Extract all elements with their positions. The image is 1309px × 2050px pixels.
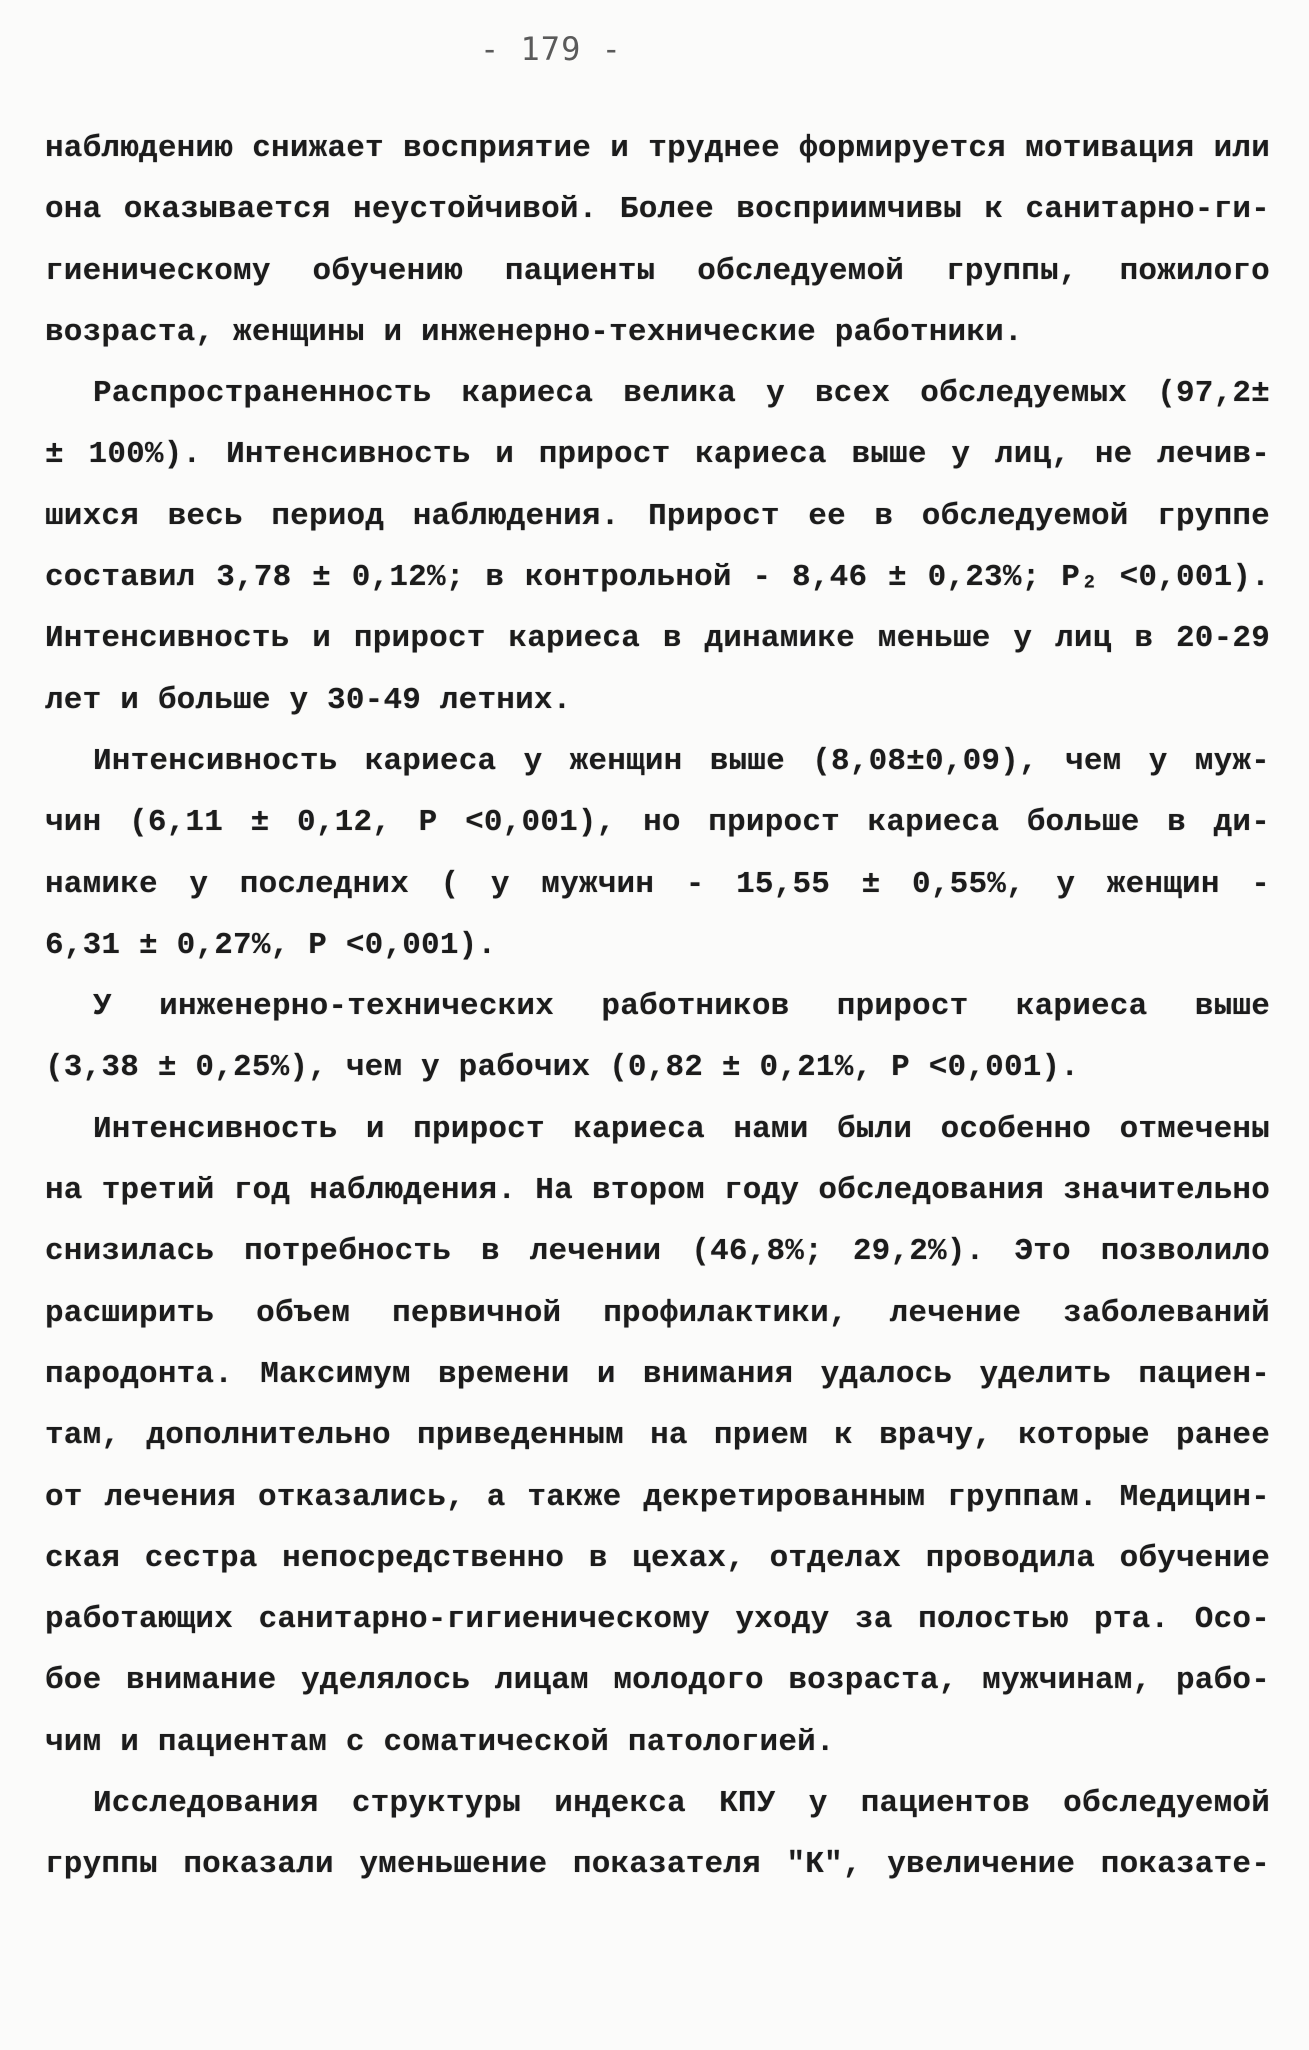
text-line: группы показали уменьшение показателя "К", увеличение показате- — [45, 1847, 1270, 1883]
text-line: там, дополнительно приведенным на прием к врачу, которые ранее — [45, 1418, 1270, 1454]
text-line: ± 100%). Интенсивность и прирост кариеса выше у лиц, не лечив- — [45, 437, 1270, 473]
text-line: гиеническому обучению пациенты обследуемой группы, пожилого — [45, 253, 1270, 289]
text-line: работающих санитарно-гигиеническому уходу за полостью рта. Осо- — [45, 1602, 1270, 1638]
text-line: бое внимание уделялось лицам молодого возраста, мужчинам, рабо- — [45, 1663, 1270, 1699]
body-text — [45, 118, 1270, 1896]
text-line: наблюдению снижает восприятие и труднее формируется мотивация или — [45, 131, 1270, 166]
text-line: расширить объем первичной профилактики, лечение заболеваний — [45, 1295, 1270, 1331]
text-line: чин (6,11 ± 0,12, P <0,001), но прирост кариеса больше в ди- — [45, 805, 1270, 841]
page-number: - 179 - — [480, 30, 622, 68]
text-line: ская сестра непосредственно в цехах, отделах проводила обучение — [45, 1540, 1270, 1576]
text-line: на третий год наблюдения. На втором году обследования значительно — [45, 1173, 1270, 1209]
paragraph-first-line: Интенсивность и прирост кариеса нами были особенно отмечены — [93, 1111, 1270, 1147]
text-line: пародонта. Максимум времени и внимания удалось уделить пациен- — [45, 1356, 1270, 1392]
text-line: (3,38 ± 0,25%), чем у рабочих (0,82 ± 0,21%, P <0,001). — [45, 1050, 1080, 1086]
text-line: Интенсивность и прирост кариеса в динамике меньше у лиц в 20-29 — [45, 621, 1270, 657]
paragraph-first-line: Интенсивность кариеса у женщин выше (8,08±0,09), чем у муж- — [93, 743, 1270, 779]
paragraph-first-line: Исследования структуры индекса КПУ у пациентов обследуемой — [93, 1786, 1270, 1822]
text-line: снизилась потребность в лечении (46,8%; 29,2%). Это позволило — [45, 1234, 1270, 1270]
text-line: лет и больше у 30-49 летних. — [45, 682, 572, 718]
paragraph-first-line: У инженерно-технических работников прирост кариеса выше — [93, 989, 1270, 1025]
text-line: составил 3,78 ± 0,12%; в контрольной - 8,46 ± 0,23%; P₂ <0,001). — [45, 560, 1270, 596]
text-line: чим и пациентам с соматической патологией. — [45, 1724, 835, 1760]
text-line: она оказывается неустойчивой. Более восприимчивы к санитарно-ги- — [45, 192, 1270, 228]
text-line: шихся весь период наблюдения. Прирост ее в обследуемой группе — [45, 498, 1270, 534]
text-line: 6,31 ± 0,27%, P <0,001). — [45, 927, 497, 963]
paragraph-first-line: Распространенность кариеса велика у всех обследуемых (97,2± — [93, 376, 1270, 412]
text-line: от лечения отказались, а также декретированным группам. Медицин- — [45, 1479, 1270, 1515]
text-line: возраста, женщины и инженерно-технические работники. — [45, 314, 1023, 350]
text-line: намике у последних ( у мужчин - 15,55 ± 0,55%, у женщин - — [45, 866, 1270, 902]
